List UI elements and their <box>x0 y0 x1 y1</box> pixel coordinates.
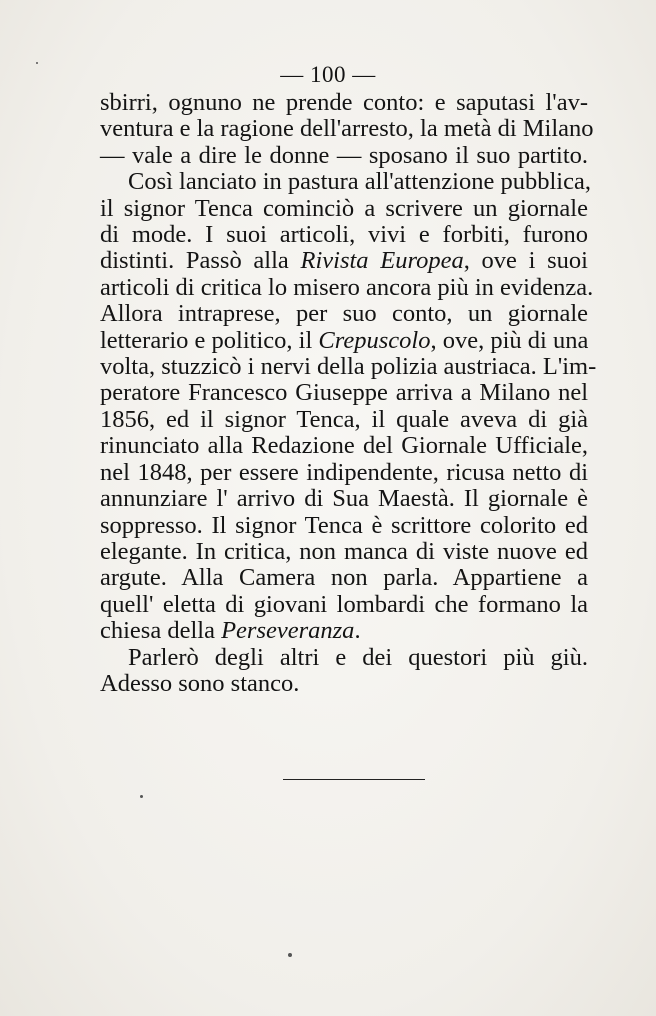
text-fragment: chiesa della <box>100 617 222 645</box>
journal-title-crepuscolo: Crepuscolo <box>318 326 431 354</box>
text-line: argute. Alla Camera non parla. Appartiene a <box>100 564 588 592</box>
text-line: soppresso. Il signor Tenca è scrittore colorito ed <box>100 511 588 539</box>
text-line: 1856, ed il signor Tenca, il quale aveva di già <box>100 405 588 433</box>
text-line <box>100 248 588 274</box>
text-line: — vale a dire le donne — sposano il suo partito. <box>100 141 588 169</box>
text-line: il signor Tenca cominciò a scrivere un giornale <box>100 194 588 222</box>
page-body <box>100 89 597 697</box>
text-line <box>100 618 588 644</box>
text-line: peratore Francesco Giuseppe arriva a Milano nel <box>100 379 588 407</box>
text-line: volta, stuzzicò i nervi della polizia austriaca. L'im- <box>100 353 597 381</box>
text-line: Parlerò degli altri e dei questori più giù. <box>128 643 588 671</box>
paper-speck <box>140 795 143 798</box>
journal-title-perseveranza: Perseveranza <box>221 617 355 645</box>
text-line: elegante. In critica, non manca di viste nuove ed <box>100 537 588 565</box>
text-fragment: distinti. Passò alla <box>100 247 301 275</box>
section-divider <box>283 779 425 780</box>
text-line: Adesso sono stanco. <box>100 669 300 697</box>
text-fragment: . <box>354 617 361 645</box>
paper-speck <box>36 62 38 64</box>
text-line: rinunciato alla Redazione del Giornale Ufficiale, <box>100 432 588 460</box>
text-fragment: , ove i suoi <box>463 247 588 275</box>
text-line: di mode. I suoi articoli, vivi e forbiti, furono <box>100 221 588 249</box>
paper-speck <box>288 953 292 957</box>
text-line <box>100 328 588 354</box>
text-line: nel 1848, per essere indipendente, ricusa netto di <box>100 458 588 486</box>
text-line: Allora intraprese, per suo conto, un giornale <box>100 300 588 328</box>
text-fragment: , ove, più di una <box>430 326 589 354</box>
text-fragment: letterario e politico, il <box>100 326 319 354</box>
text-line: quell' eletta di giovani lombardi che formano la <box>100 590 588 618</box>
text-line: ventura e la ragione dell'arresto, la metà di Milano <box>100 115 594 143</box>
text-line: sbirri, ognuno ne prende conto: e saputasi l'av- <box>100 89 588 116</box>
text-line: Così lanciato in pastura all'attenzione pubblica, <box>128 168 591 196</box>
text-line: articoli di critica lo misero ancora più in evidenza. <box>100 273 594 301</box>
text-line: annunziare l' arrivo di Sua Maestà. Il giornale è <box>100 485 588 513</box>
page-number: — 100 — <box>280 62 376 87</box>
journal-title-rivista-europea: Rivista Europea <box>300 247 464 275</box>
